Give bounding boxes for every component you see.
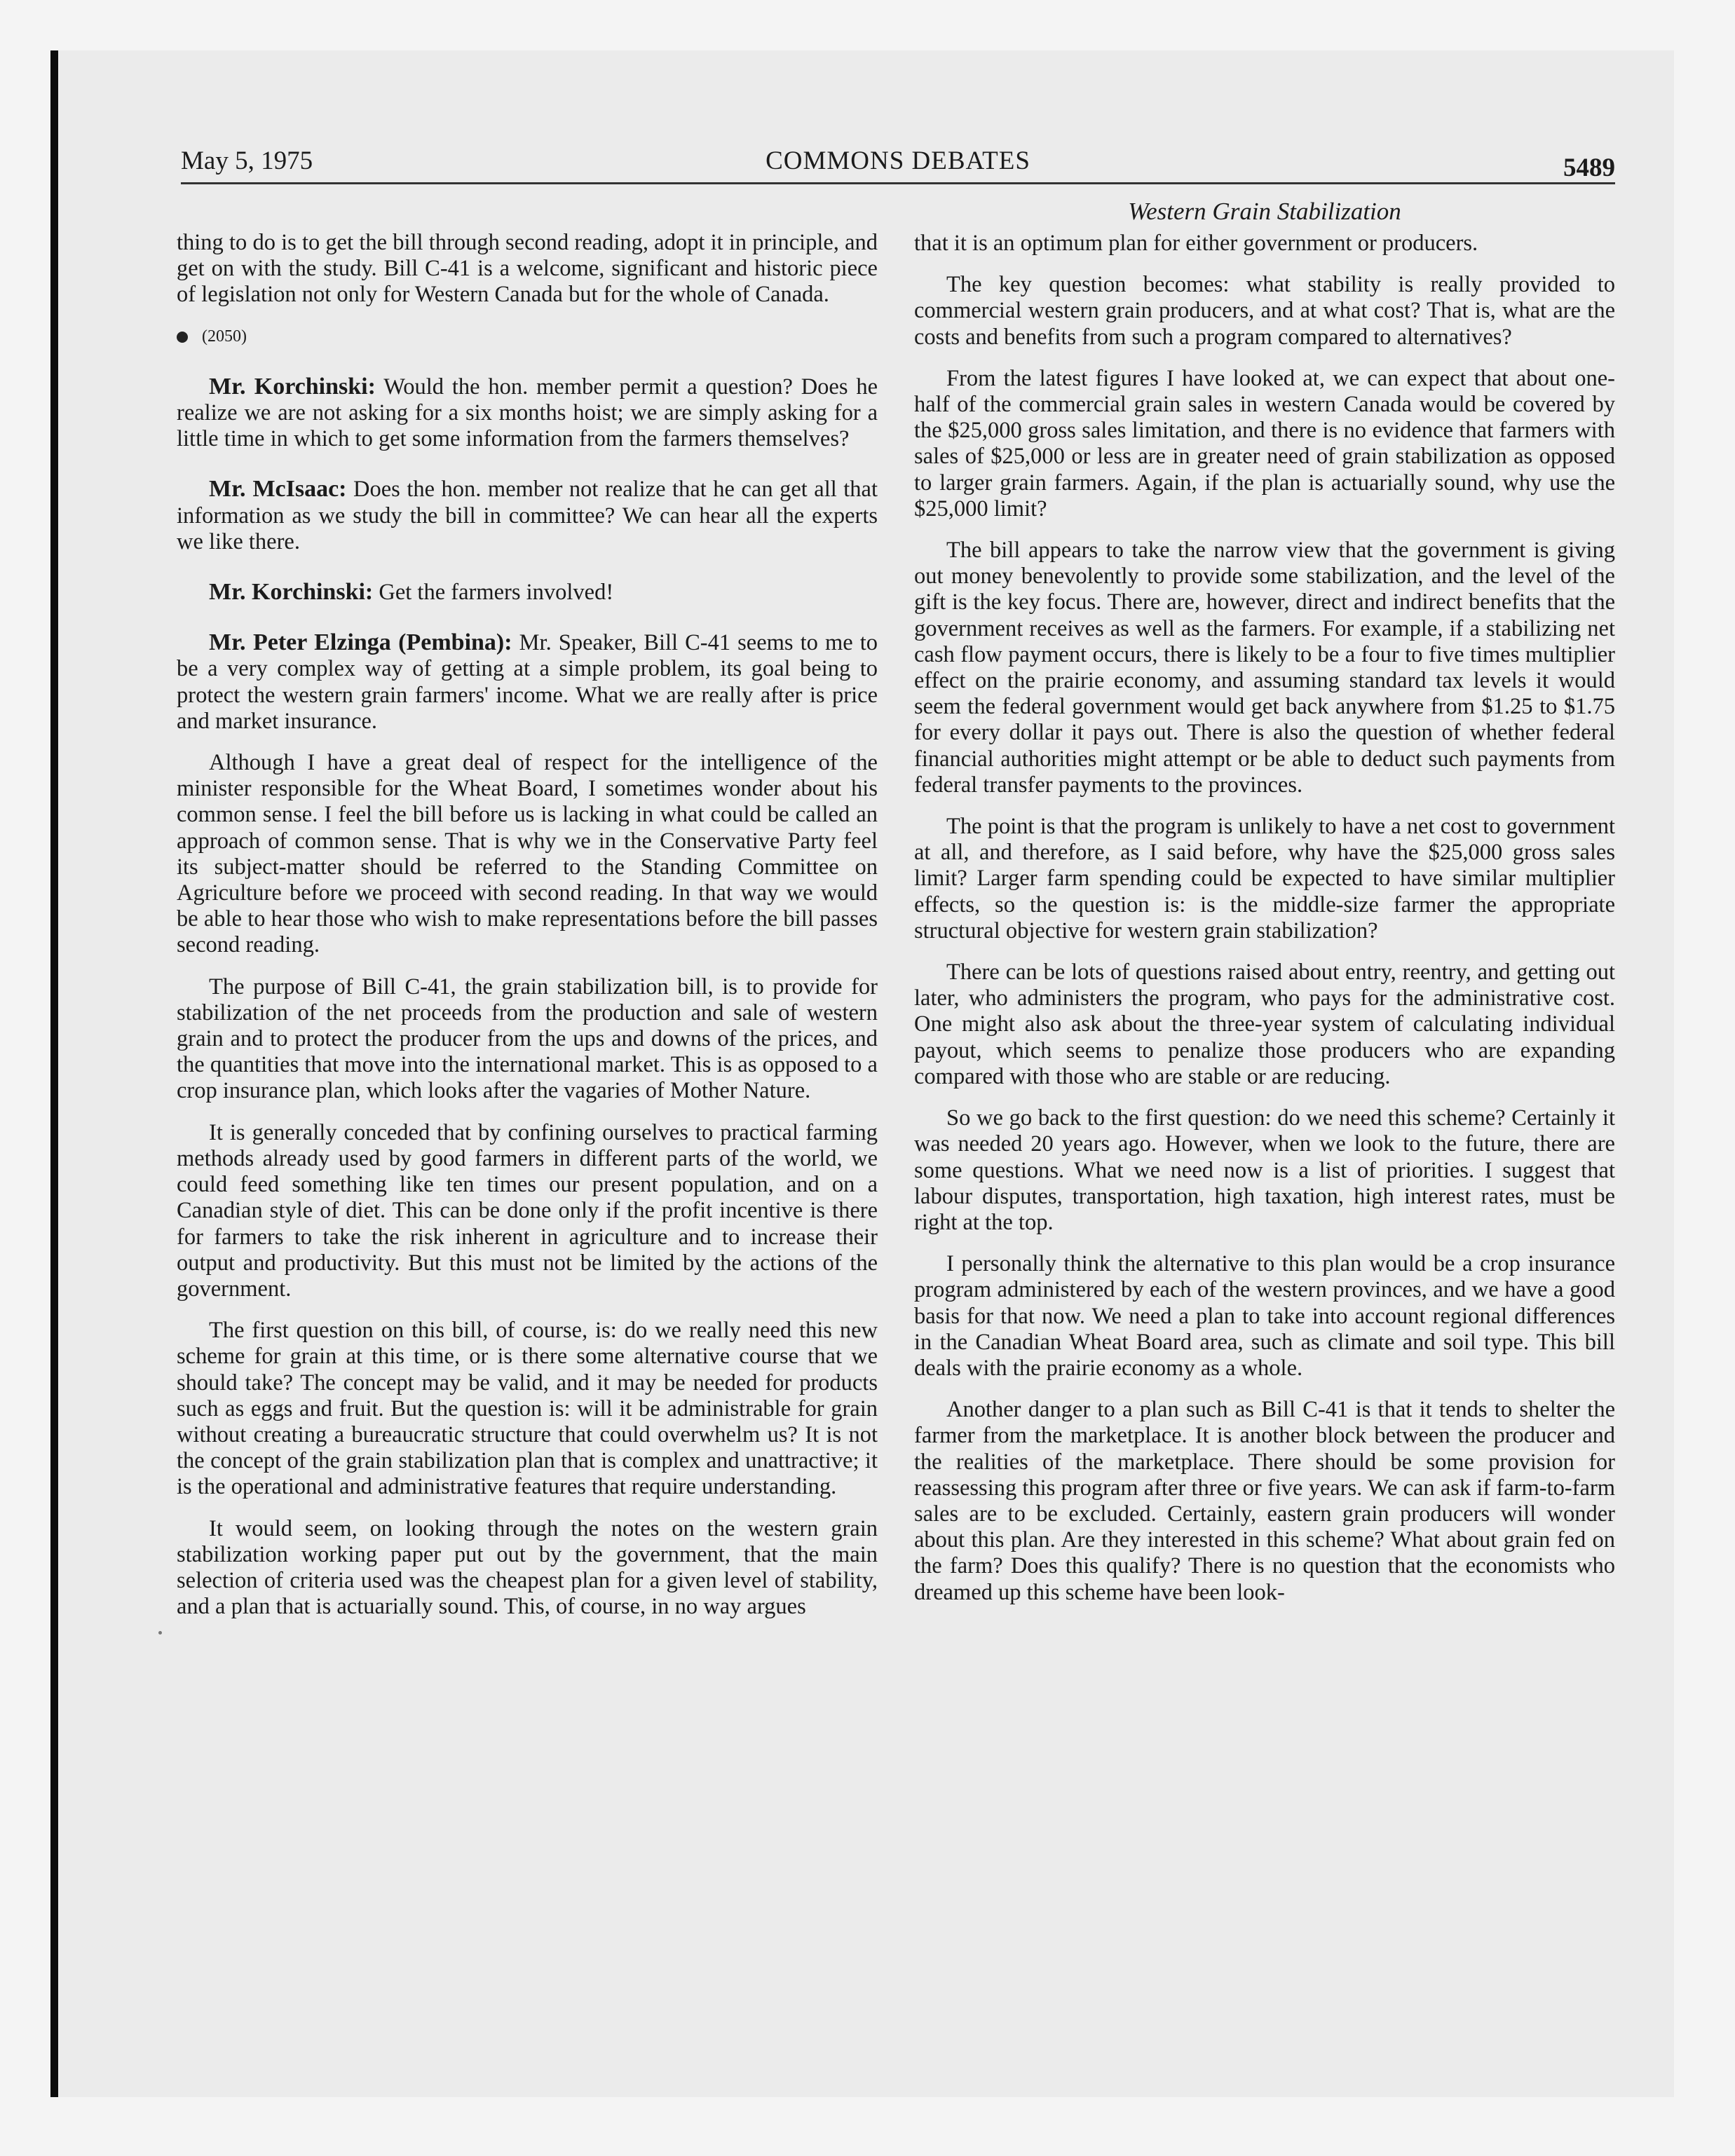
paragraph: Another danger to a plan such as Bill C-41 is that it tends to shelter the farmer from the marketplace. It is another block between the producer and the realities of the marketplace. There should be some provision for reassessing this program after three or five years. We can ask if farm-to-farm sales are to be excluded. Certainly, eastern grain producers will wonder about this plan. Are they interested in this scheme? What about grain fed on the farm? Does this qualify? There is no question that the economists who dreamed up this scheme have been look- (914, 1397, 1615, 1605)
speaker-name: Mr. Peter Elzinga (Pembina): (209, 629, 512, 656)
paragraph: There can be lots of questions raised about entry, reentry, and getting out later, who administers the program, who pays for the administrative cost. One might also ask about the three-year system of calculating individual payout, which seems to penalize those producers who are expanding compared with those who are stable or are reducing. (914, 960, 1615, 1089)
paragraph: From the latest figures I have looked at, we can expect that about one-half of the commercial grain sales in western Canada would be covered by the $25,000 gross sales limitation, and there is no evidence that farmers with sales of $25,000 or less are in greater need of grain stabilization as opposed to larger grain farmers. Again, if the plan is actuarially sound, why use the $25,000 limit? (914, 365, 1615, 521)
paragraph: The key question becomes: what stability is really provided to commercial western grain producers, and at what cost? That is, what are the costs and benefits from such a program compared to alternatives? (914, 272, 1615, 350)
speech-text: Would the hon. member permit a question? Does he realize we are not asking for a six months hoist; we are simply asking for a little time in which to get some information from the farmers themselves? (177, 374, 878, 452)
paragraph: It would seem, on looking through the notes on the western grain stabilization working paper put out by the government, that the main selection of criteria used was the cheapest plan for a given level of stability, and a plan that is actuarially sound. This, of course, in no way argues (177, 1515, 878, 1620)
speech-korchinski (177, 374, 878, 453)
paragraph: that it is an optimum plan for either government or producers. (914, 231, 1478, 256)
speech-korchinski-2 (177, 579, 878, 606)
speech-text: Get the farmers involved! (379, 580, 614, 606)
speech-mcisaac (177, 476, 878, 555)
paragraph: The purpose of Bill C-41, the grain stabilization bill, is to provide for stabilization of the net proceeds from the production and sale of western grain and to protect the producer from the ups and downs of the prices, and the quantities that move into the international market. This is as opposed to a crop insurance plan, which looks after the vagaries of Mother Nature. (177, 974, 878, 1104)
header-date: May 5, 1975 (181, 146, 313, 175)
header-rule (181, 182, 1615, 184)
scan-edge (50, 50, 58, 2097)
paragraph: The first question on this bill, of course, is: do we really need this new scheme for grain at this time, or is there some alternative course that we should take? The concept may be valid, and it may be needed for products such as eggs and fruit. But the question is: will it be administrable for grain without creating a bureaucratic structure that could overwhelm us? It is not the concept of the grain stabilization plan that is complex and unattractive; it is the operational and administrative features that require understanding. (177, 1318, 878, 1500)
paragraph: The point is that the program is unlikely to have a net cost to government at all, and therefore, as I said before, why have the $25,000 gross sales limit? Larger farm spending could be expected to have similar multiplier effects, so the question is: is the middle-size farmer the appropriate structural objective for western grain stabilization? (914, 814, 1615, 943)
speaker-name: Mr. Korchinski: (209, 373, 376, 400)
page-number: 5489 (1563, 153, 1615, 182)
paragraph: The bill appears to take the narrow view that the government is giving out money benevolently to provide some stabilization, and the level of the gift is the key focus. There are, however, direct and indirect benefits that the government receives as well as the farmers. For example, if a stabilizing net cash flow payment occurs, there is likely to be a four to five times multiplier effect on the prairie economy, and assuming standard tax levels it would seem the federal government would get back anywhere from $1.25 to $1.75 for every dollar it pays out. There is also the question of whether federal financial authorities might attempt or be able to deduct such payments from federal transfer payments to the provinces. (914, 538, 1615, 798)
paragraph: I personally think the alternative to this plan would be a crop insurance program administered by each of the western provinces, and we have a good basis for that now. We need a plan to take into account regional differences in the Canadian Wheat Board area, such as climate and soil type. This bill deals with the prairie economy as a whole. (914, 1251, 1615, 1381)
left-column (177, 230, 878, 1635)
speech-text: Does the hon. member not realize that he can get all that information as we study the bill in committee? We can hear all the experts we like there. (177, 477, 878, 554)
header-title: COMMONS DEBATES (766, 146, 1030, 175)
scan-speck (158, 1631, 162, 1635)
time-marker (177, 324, 878, 350)
section-title: Western Grain Stabilization (1128, 198, 1401, 225)
speech-elzinga (177, 629, 878, 735)
right-column (914, 198, 1615, 1621)
bullet-icon (177, 332, 188, 343)
paragraph: It is generally conceded that by confining ourselves to practical farming methods already used by good farmers in different parts of the world, we could feed something like ten times our present population, and on a Canadian style of diet. This can be done only if the profit incentive is there for farmers to take the risk inherent in agriculture and to increase their output and productivity. But this must not be limited by the actions of the government. (177, 1119, 878, 1302)
paragraph: thing to do is to get the bill through second reading, adopt it in principle, and get on with the study. Bill C-41 is a welcome, significant and historic piece of legislation not only for Western Canada but for the whole of Canada. (177, 230, 878, 308)
speaker-name: Mr. Korchinski: (209, 579, 374, 606)
speaker-name: Mr. McIsaac: (209, 476, 347, 503)
paragraph: Although I have a great deal of respect for the intelligence of the minister responsible for the Wheat Board, I sometimes wonder about his common sense. I feel the bill before us is lacking in what could be called an approach of common sense. That is why we in the Conservative Party feel its subject-matter should be referred to the Standing Committee on Agriculture before we proceed with second reading. In that way we would be able to hear those who wish to make representations before the bill passes second reading. (177, 750, 878, 958)
speech-text: Mr. Speaker, Bill C-41 seems to me to be a very complex way of getting at a simple problem, its goal being to protect the western grain farmers' income. What we are really after is price and market insurance. (177, 630, 878, 734)
time-marker-label: (2050) (202, 327, 247, 346)
paragraph: So we go back to the first question: do we need this scheme? Certainly it was needed 20 years ago. However, when we look to the future, there are some questions. What we need now is a list of priorities. I suggest that labour disputes, transportation, high taxation, high interest rates, must be right at the top. (914, 1105, 1615, 1235)
